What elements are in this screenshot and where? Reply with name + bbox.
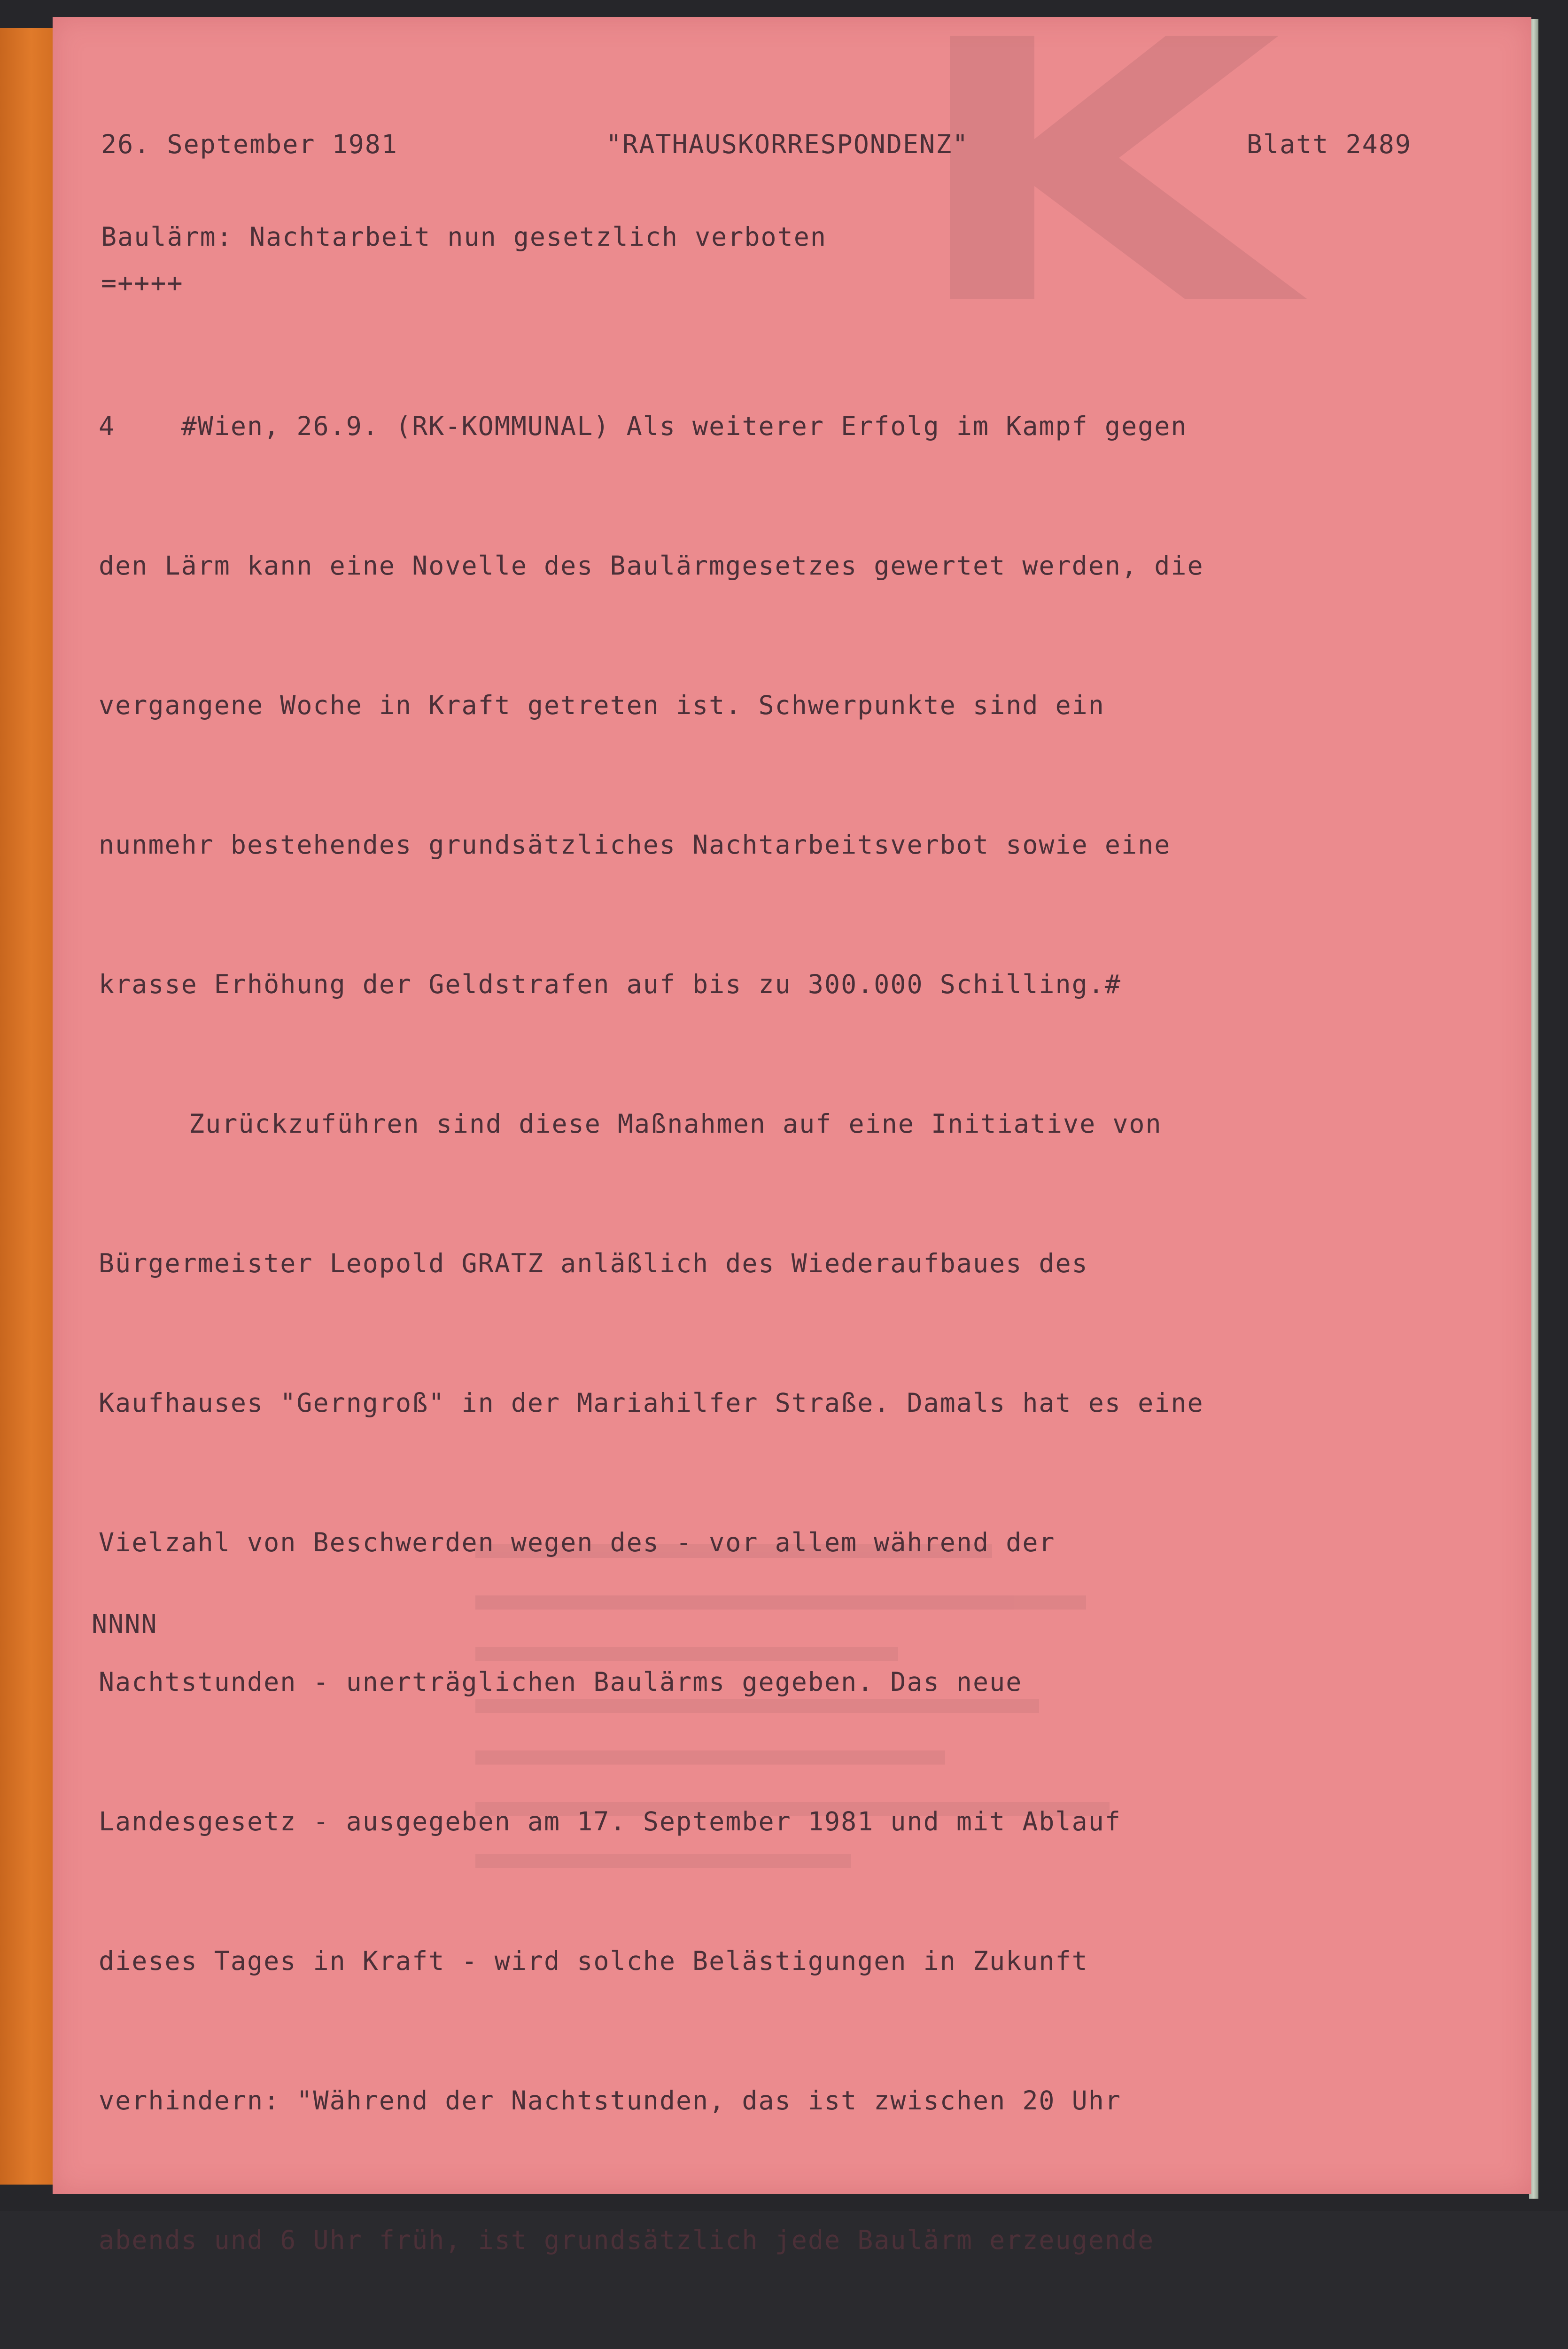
body-line: Landesgesetz - ausgegeben am 17. September 1981 und mit Ablauf xyxy=(99,1806,1121,1836)
body-line: Vielzahl von Beschwerden wegen des - vor allem während der xyxy=(99,1527,1056,1557)
body-line: Kaufhauses "Gerngroß" in der Mariahilfer Straße. Damals hat es eine xyxy=(99,1388,1204,1418)
body-line: 4 #Wien, 26.9. (RK-KOMMUNAL) Als weiterer Erfolg im Kampf gegen xyxy=(99,411,1188,441)
article-headline: Baulärm: Nachtarbeit nun gesetzlich verboten xyxy=(101,222,827,252)
body-line: Nachtstunden - unerträglichen Baulärms gegeben. Das neue xyxy=(99,1667,1023,1697)
body-line: Bürgermeister Leopold GRATZ anläßlich des Wiederaufbaues des xyxy=(99,1248,1088,1278)
body-line: den Lärm kann eine Novelle des Baulärmgesetzes gewertet werden, die xyxy=(99,551,1204,581)
body-line: Zurückzuführen sind diese Maßnahmen auf eine Initiative von xyxy=(189,1109,1162,1139)
body-line: vergangene Woche in Kraft getreten ist. Schwerpunkte sind ein xyxy=(99,690,1105,720)
page-header xyxy=(101,121,1412,168)
end-of-transmission-mark: NNNN xyxy=(92,1609,158,1639)
article-body xyxy=(99,310,1228,2349)
body-line: dieses Tages in Kraft - wird solche Belästigungen in Zukunft xyxy=(99,1946,1088,1976)
body-line: krasse Erhöhung der Geldstrafen auf bis zu 300.000 Schilling.# xyxy=(99,969,1121,999)
body-line: abends und 6 Uhr früh, ist grundsätzlich jede Baulärm erzeugende xyxy=(99,2225,1155,2255)
folder-cover-edge xyxy=(0,28,59,2185)
header-publication: "RATHAUSKORRESPONDENZ" xyxy=(606,129,969,159)
header-sheet-number: Blatt 2489 xyxy=(1246,129,1412,159)
body-line: verhindern: "Während der Nachtstunden, das ist zwischen 20 Uhr xyxy=(99,2085,1121,2116)
header-date: 26. September 1981 xyxy=(101,129,398,159)
body-line: nunmehr bestehendes grundsätzliches Nachtarbeitsverbot sowie eine xyxy=(99,830,1171,860)
separator-mark: =++++ xyxy=(101,268,184,298)
